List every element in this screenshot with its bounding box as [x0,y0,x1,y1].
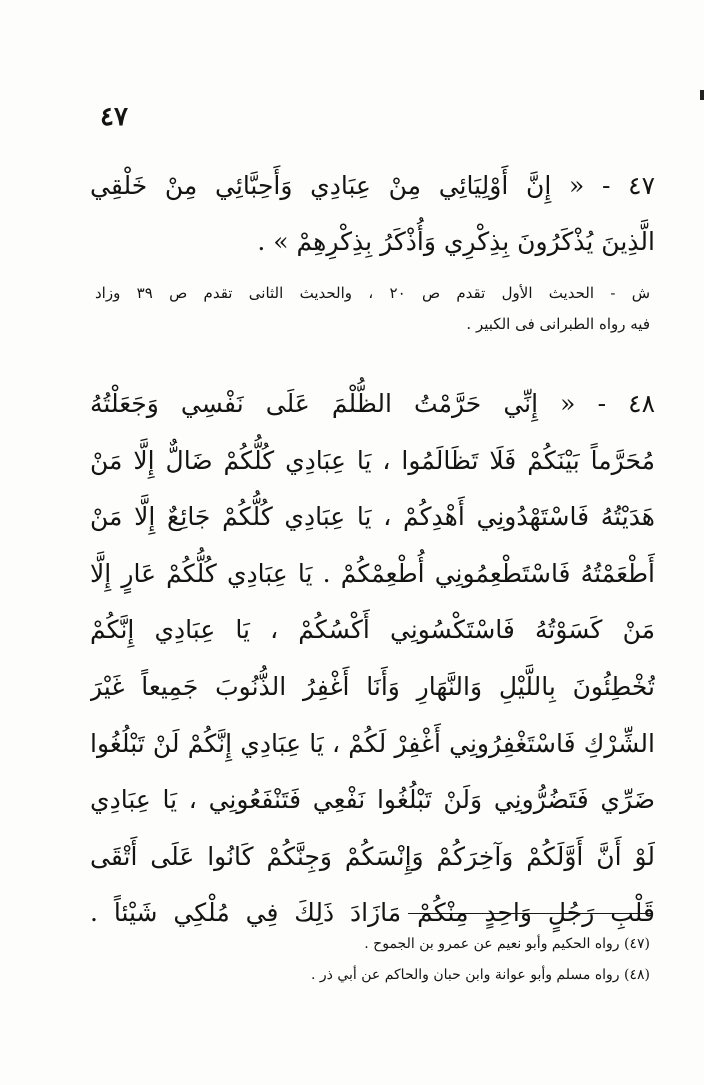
hadith-48-line: مُحَرَّماً بَيْنَكُمْ فَلَا تَظَالَمُوا ، يَا عِبَادِي كُلُّكُمْ ضَالٌّ إِلَّا مَنْ [90,445,655,475]
hadith-48-line: تُخْطِئُونَ بِاللَّيْلِ وَالنَّهَارِ وَأَنَا أَغْفِرُ الذُّنُوبَ جَمِيعاً غَيْرَ [90,671,655,701]
hadith-48-line: قَلْبِ رَجُلٍ وَاحِدٍ مِنْكُمْ مَازَادَ ذَلِكَ فِي مُلْكِي شَيْئاً . [90,898,655,928]
hadith-47-line: ٤٧ - « إِنَّ أَوْلِيَائِي مِنْ عِبَادِي وَأَحِبَّائِي مِنْ خَلْقِي [90,171,655,200]
footnotes [210,929,650,991]
footnote-47: (٤٧) رواه الحكيم وأبو نعيم عن عمرو بن الجموح . [364,936,650,952]
scan-edge-mark [700,90,704,100]
hadith-48-line: لَوْ أَنَّ أَوَّلَكُمْ وَآخِرَكُمْ وَإِنْسَكُمْ وَجِنَّكُمْ كَانُوا عَلَى أَتْقَى [90,841,655,871]
hadith-47 [90,158,655,270]
hadith-48-line: مَنْ كَسَوْتُهُ فَاسْتَكْسُونِي أَكْسُكُمْ ، يَا عِبَادِي إِنَّكُمْ [90,615,655,645]
page-number: ٤٧ [100,102,128,132]
hadith-48-line: ٤٨ - « إِنِّي حَرَّمْتُ الظُّلْمَ عَلَى نَفْسِي وَجَعَلْتُهُ [90,389,655,418]
hadith-48-line: الشِّرْكِ فَاسْتَغْفِرُونِي أَغْفِرْ لَكُمْ ، يَا عِبَادِي إِنَّكُمْ لَنْ تَبْلُغُوا [90,728,655,758]
footnote-48: (٤٨) رواه مسلم وأبو عوانة وابن حبان والحاكم عن أبي ذر . [310,967,650,983]
hadith-47-line: الَّذِينَ يُذْكَرُونَ بِذِكْرِي وَأُذْكَرُ بِذِكْرِهِمْ » . [257,227,655,256]
note-line: ش - الحديث الأول تقدم ص ٢٠ ، والحديث الثانى تقدم ص ٣٩ وزاد [95,284,650,302]
hadith-48-line: هَدَيْتُهُ فَاسْتَهْدُونِي أَهْدِكُمْ ، يَا عِبَادِي كُلُّكُمْ جَائِعٌ إِلَّا مَنْ [90,502,655,532]
hadith-47-note [95,278,650,340]
hadith-48-line: ضَرِّي فَتَضُرُّونِي وَلَنْ تَبْلُغُوا نَفْعِي فَتَنْفَعُونِي ، يَا عِبَادِي [90,785,655,815]
hadith-48-line: أَطْعَمْتُهُ فَاسْتَطْعِمُونِي أُطْعِمْكُمْ . يَا عِبَادِي كُلُّكُمْ عَارٍ إِلَّا [90,558,655,588]
note-line: فيه رواه الطبرانى فى الكبير . [466,315,650,333]
hadith-48 [90,376,655,942]
footnote-divider [408,913,651,914]
